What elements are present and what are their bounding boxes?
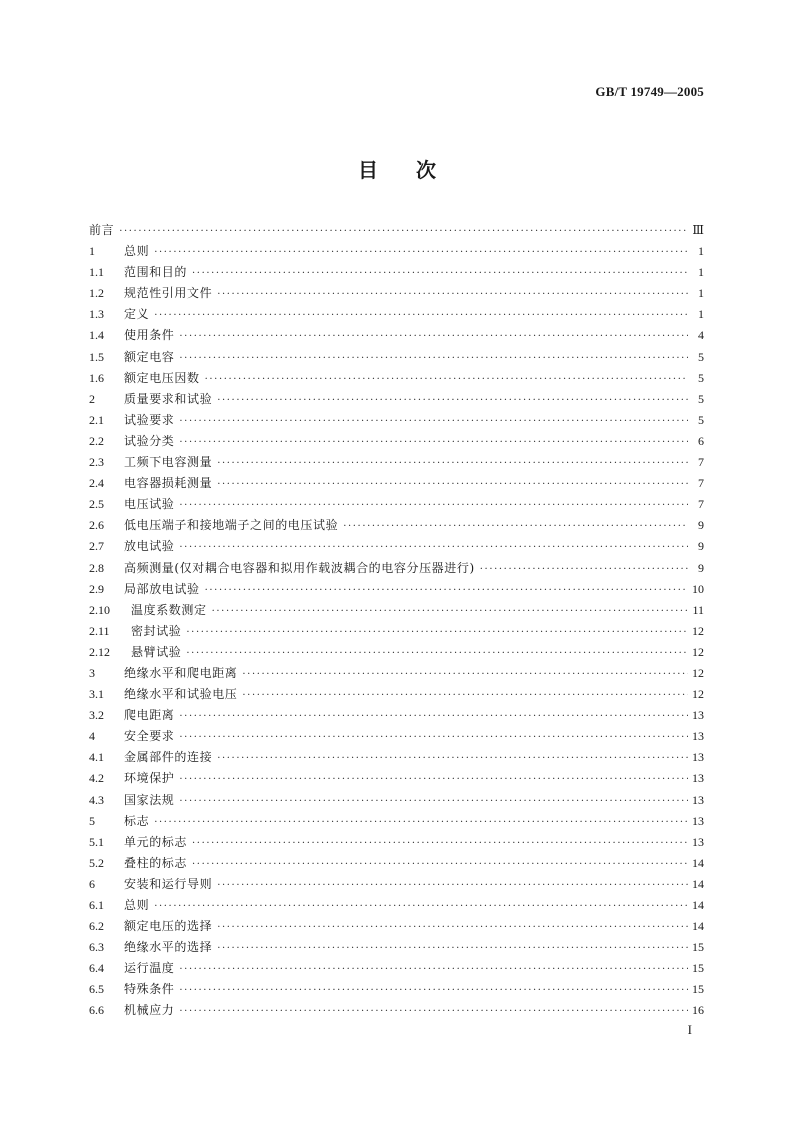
toc-entry-title: 总则 — [124, 898, 150, 912]
toc-entry[interactable] — [89, 705, 704, 726]
toc-entry[interactable] — [89, 916, 704, 937]
toc-entry[interactable] — [89, 220, 704, 241]
toc-entry-title: 范围和目的 — [124, 265, 188, 280]
toc-leader-dots — [154, 305, 688, 326]
toc-entry-number: 1 — [89, 244, 95, 259]
toc-entry[interactable] — [89, 832, 704, 853]
toc-entry[interactable] — [89, 895, 704, 916]
toc-entry[interactable] — [89, 1000, 704, 1021]
toc-entry-number: 2.2 — [89, 433, 104, 448]
toc-entry-number: 2.5 — [89, 497, 104, 512]
toc-entry-number: 6.6 — [89, 1003, 104, 1018]
toc-entry[interactable] — [89, 811, 704, 832]
toc-entry[interactable] — [89, 768, 704, 789]
toc-entry-number: 4.2 — [89, 771, 104, 786]
toc-entry-number: 1.1 — [89, 265, 104, 280]
toc-entry-page: 5 — [698, 412, 704, 427]
toc-entry[interactable] — [89, 958, 704, 979]
toc-entry-page: 7 — [698, 476, 704, 491]
toc-entry[interactable] — [89, 431, 704, 452]
toc-entry-page: 1 — [698, 307, 704, 322]
toc-leader-dots — [186, 643, 688, 664]
toc-entry-title: 绝缘水平和爬电距离 — [124, 665, 238, 680]
page-number: I — [687, 1022, 692, 1037]
toc-entry-title: 机械应力 — [124, 1003, 175, 1018]
toc-entry-page: 7 — [698, 497, 704, 512]
toc-entry-page: 13 — [692, 771, 704, 786]
toc-entry-page: 9 — [698, 539, 704, 554]
toc-entry-title: 叠柱的标志 — [124, 855, 188, 870]
toc-leader-dots — [343, 516, 688, 537]
toc-leader-dots — [179, 1001, 688, 1022]
toc-entry-title: 密封试验 — [131, 623, 182, 638]
toc-entry-number: 2.8 — [89, 560, 104, 575]
toc-entry-number: 2.3 — [89, 455, 104, 470]
toc-entry-title: 绝缘水平的选择 — [124, 940, 213, 955]
toc-entry-page: 13 — [692, 708, 704, 723]
toc-entry-title: 高频测量(仅对耦合电容器和拟用作载波耦合的电容分压器进行) — [124, 560, 475, 575]
toc-entry-title: 绝缘水平和试验电压 — [124, 687, 238, 702]
toc-entry-page: 7 — [698, 455, 704, 470]
toc-entry-title: 温度系数测定 — [131, 602, 207, 617]
toc-entry-page: 13 — [692, 729, 704, 744]
toc-entry-page: 1 — [698, 286, 704, 301]
toc-entry-page: 10 — [692, 581, 704, 596]
toc-entry-number: 2.6 — [89, 518, 104, 533]
toc-leader-dots — [179, 411, 688, 432]
toc-entry[interactable] — [89, 684, 704, 705]
toc-entry-page: 13 — [692, 792, 704, 807]
toc-entry-number: 4.3 — [89, 792, 104, 807]
toc-entry-title: 额定电压的选择 — [124, 919, 213, 934]
toc-entry-page: 13 — [692, 813, 704, 828]
toc-entry-title: 国家法规 — [124, 792, 175, 807]
toc-entry-title: 额定电压因数 — [124, 370, 200, 385]
toc-entry-page: 15 — [692, 982, 704, 997]
toc-leader-dots — [242, 664, 688, 685]
toc-leader-dots — [205, 369, 688, 390]
toc-entry[interactable] — [89, 621, 704, 642]
toc-entry[interactable] — [89, 663, 704, 684]
toc-leader-dots — [192, 263, 688, 284]
toc-leader-dots — [179, 348, 688, 369]
toc-entry-page: 5 — [698, 370, 704, 385]
toc-entry-title: 电容器损耗测量 — [124, 476, 213, 491]
toc-entry-page: 4 — [698, 328, 704, 343]
toc-entry-title: 金属部件的连接 — [124, 750, 213, 765]
toc-entry-page: 14 — [692, 876, 704, 891]
toc-entry-title: 额定电容 — [124, 349, 175, 364]
toc-entry-number: 5.2 — [89, 855, 104, 870]
toc-entry[interactable] — [89, 473, 704, 494]
toc-entry-number: 2.11 — [89, 623, 110, 638]
toc-entry-page: 1 — [698, 244, 704, 259]
toc-entry[interactable] — [89, 347, 704, 368]
toc-entry-number: 6.3 — [89, 940, 104, 955]
toc-entry-title: 局部放电试验 — [124, 581, 200, 596]
toc-leader-dots — [179, 706, 688, 727]
toc-entry[interactable] — [89, 262, 704, 283]
toc-entry-page: 1 — [698, 265, 704, 280]
toc-entry-page: 15 — [692, 940, 704, 955]
toc-leader-dots — [179, 537, 688, 558]
toc-entry-number: 6 — [89, 876, 95, 891]
toc-leader-dots — [217, 453, 688, 474]
toc-leader-dots — [480, 559, 688, 580]
toc-entry-number: 2.10 — [89, 602, 110, 617]
toc-leader-dots — [186, 622, 688, 643]
toc-entry-title: 放电试验 — [124, 539, 175, 554]
toc-entry-title: 特殊条件 — [124, 982, 175, 997]
toc-leader-dots — [242, 685, 688, 706]
toc-entry[interactable] — [89, 558, 704, 579]
toc-entry-title: 规范性引用文件 — [124, 286, 213, 301]
toc-entry-page: 6 — [698, 433, 704, 448]
toc-leader-dots — [212, 601, 688, 622]
toc-leader-dots — [179, 432, 688, 453]
toc-entry-title: 定义 — [124, 307, 150, 322]
toc-leader-dots — [217, 875, 688, 896]
toc-entry[interactable] — [89, 536, 704, 557]
toc-entry-title: 总则 — [124, 244, 150, 259]
toc-entry-page: 12 — [692, 623, 704, 638]
standard-id: GB/T 19749—2005 — [595, 84, 704, 99]
toc-leader-dots — [179, 727, 688, 748]
toc-entry-page: 15 — [692, 961, 704, 976]
toc-entry[interactable] — [89, 790, 704, 811]
toc-entry-title: 使用条件 — [124, 328, 175, 343]
page-title: 目次 — [358, 158, 474, 182]
toc-entry[interactable] — [89, 747, 704, 768]
toc-leader-dots — [217, 390, 688, 411]
toc-entry[interactable] — [89, 874, 704, 895]
toc-entry[interactable] — [89, 389, 704, 410]
toc-entry-number: 4 — [89, 729, 95, 744]
toc-leader-dots — [119, 221, 688, 242]
toc-entry-page: 14 — [692, 898, 704, 912]
toc-leader-dots — [217, 474, 688, 495]
toc-entry-page: 16 — [692, 1003, 704, 1018]
toc-leader-dots — [179, 980, 688, 1001]
toc-entry-title: 环境保护 — [124, 771, 175, 786]
toc-entry-title: 试验分类 — [124, 433, 175, 448]
toc-leader-dots — [217, 938, 688, 959]
toc-leader-dots — [192, 854, 688, 875]
toc-entry-number: 1.6 — [89, 370, 104, 385]
toc-entry-number: 2.4 — [89, 476, 104, 491]
toc-entry-number: 4.1 — [89, 750, 104, 765]
toc-entry-page: 5 — [698, 349, 704, 364]
toc-entry[interactable] — [89, 726, 704, 747]
toc-leader-dots — [154, 242, 688, 263]
toc-entry-number: 1.5 — [89, 349, 104, 364]
toc-entry[interactable] — [89, 304, 704, 325]
toc-entry-title: 前言 — [89, 223, 115, 237]
toc-leader-dots — [179, 959, 688, 980]
toc-entry-number: 6.4 — [89, 961, 104, 976]
toc-leader-dots — [179, 769, 688, 790]
toc-entry-number: 2.1 — [89, 412, 104, 427]
toc-entry[interactable] — [89, 979, 704, 1000]
toc-entry-title: 试验要求 — [124, 412, 175, 427]
toc-entry-title: 工频下电容测量 — [124, 455, 213, 470]
toc-leader-dots — [179, 326, 688, 347]
toc-leader-dots — [154, 812, 688, 833]
toc-entry-number: 3 — [89, 665, 95, 680]
toc-entry-page: 9 — [698, 518, 704, 533]
toc-entry-page: 12 — [692, 687, 704, 702]
toc-entry[interactable] — [89, 452, 704, 473]
toc-entry-page: 12 — [692, 644, 704, 659]
toc-leader-dots — [179, 495, 688, 516]
toc-entry[interactable] — [89, 515, 704, 536]
toc-entry-number: 1.4 — [89, 328, 104, 343]
toc-leader-dots — [179, 791, 688, 812]
toc-entry-number: 6.1 — [89, 898, 104, 912]
toc-entry-title: 电压试验 — [124, 497, 175, 512]
toc-entry-title: 标志 — [124, 813, 150, 828]
toc-entry-title: 低电压端子和接地端子之间的电压试验 — [124, 518, 339, 533]
toc-leader-dots — [217, 917, 688, 938]
toc-entry-title: 安装和运行导则 — [124, 876, 213, 891]
toc-entry[interactable] — [89, 937, 704, 958]
toc-entry-number: 1.2 — [89, 286, 104, 301]
toc-entry[interactable] — [89, 325, 704, 346]
toc-entry-title: 运行温度 — [124, 961, 175, 976]
toc-entry-number: 6.2 — [89, 919, 104, 934]
toc-entry-number: 2.7 — [89, 539, 104, 554]
toc-entry[interactable] — [89, 283, 704, 304]
toc-entry[interactable] — [89, 642, 704, 663]
toc-entry-page: 13 — [692, 750, 704, 765]
toc-leader-dots — [217, 284, 688, 305]
toc-entry[interactable] — [89, 410, 704, 431]
toc-entry-number: 2.9 — [89, 581, 104, 596]
toc-entry[interactable] — [89, 241, 704, 262]
toc-entry-page: 11 — [692, 602, 704, 617]
toc-leader-dots — [192, 833, 688, 854]
toc-leader-dots — [205, 580, 688, 601]
toc-entry-title: 安全要求 — [124, 729, 175, 744]
table-of-contents — [89, 220, 704, 1022]
toc-entry-number: 5.1 — [89, 834, 104, 849]
toc-leader-dots — [154, 896, 688, 917]
toc-entry-title: 悬臂试验 — [131, 644, 182, 659]
toc-entry[interactable] — [89, 494, 704, 515]
toc-entry-number: 1.3 — [89, 307, 104, 322]
toc-entry[interactable] — [89, 579, 704, 600]
toc-entry-number: 6.5 — [89, 982, 104, 997]
toc-entry[interactable] — [89, 853, 704, 874]
toc-entry-page: 12 — [692, 665, 704, 680]
toc-entry-number: 3.2 — [89, 708, 104, 723]
toc-entry-page: 14 — [692, 855, 704, 870]
toc-entry[interactable] — [89, 600, 704, 621]
toc-entry-number: 5 — [89, 813, 95, 828]
toc-entry-page: 13 — [692, 834, 704, 849]
toc-entry-number: 2 — [89, 391, 95, 406]
toc-entry-page: Ⅲ — [692, 223, 704, 237]
toc-entry-number: 3.1 — [89, 687, 104, 702]
toc-entry-number: 2.12 — [89, 644, 110, 659]
toc-entry-title: 爬电距离 — [124, 708, 175, 723]
toc-entry-title: 单元的标志 — [124, 834, 188, 849]
toc-entry-page: 9 — [698, 560, 704, 575]
toc-entry-page: 14 — [692, 919, 704, 934]
toc-leader-dots — [217, 748, 688, 769]
toc-entry-title: 质量要求和试验 — [124, 391, 213, 406]
toc-entry[interactable] — [89, 368, 704, 389]
toc-entry-page: 5 — [698, 391, 704, 406]
